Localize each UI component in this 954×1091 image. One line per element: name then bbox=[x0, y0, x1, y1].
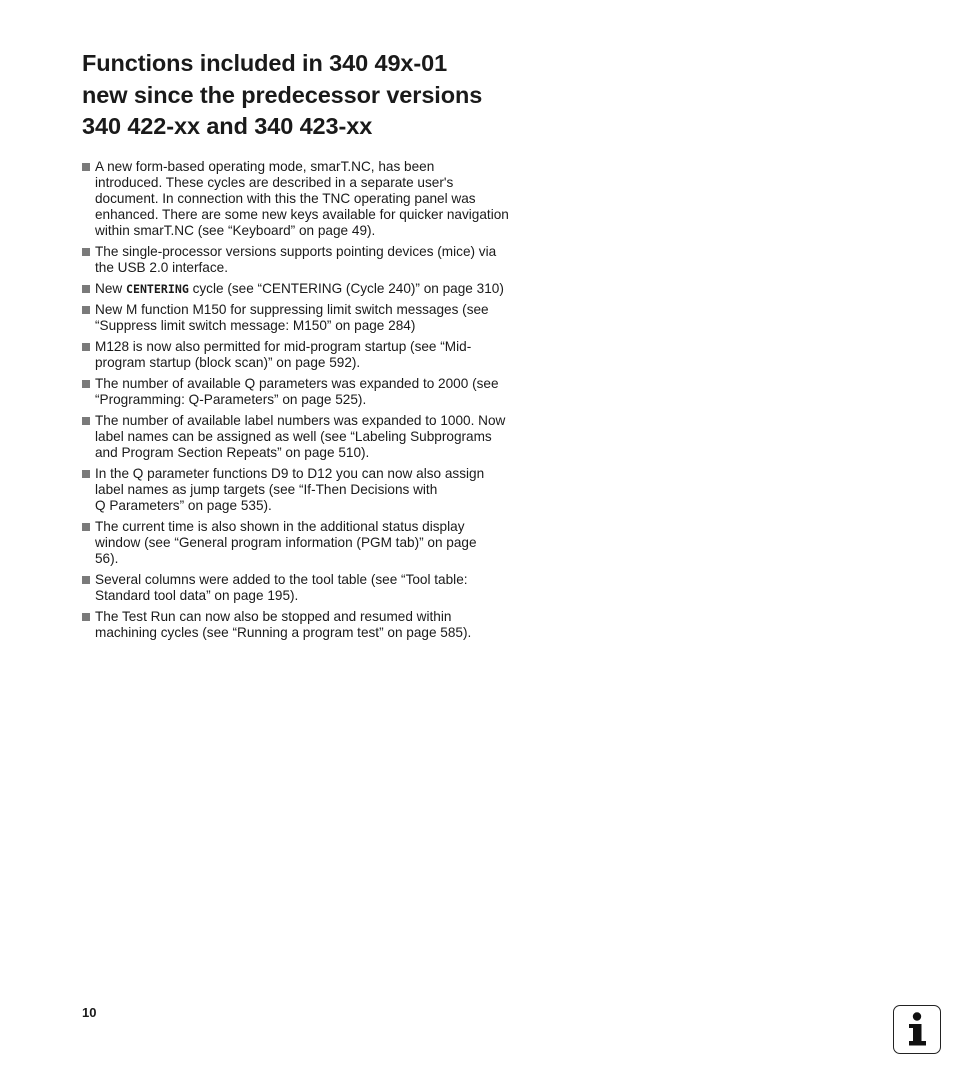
list-item-line: Q Parameters” on page 535). bbox=[95, 498, 272, 513]
page-title bbox=[82, 48, 562, 143]
list-item-line: The current time is also shown in the additional status display bbox=[95, 519, 465, 534]
list-item-line: The single-processor versions supports pointing devices (mice) via bbox=[95, 244, 497, 259]
list-item-line: A new form-based operating mode, smarT.NC, has been bbox=[95, 159, 435, 174]
page-number: 10 bbox=[82, 1005, 97, 1020]
square-bullet-icon bbox=[82, 576, 90, 584]
list-item-line: In the Q parameter functions D9 to D12 you can now also assign bbox=[95, 466, 485, 481]
square-bullet-icon bbox=[82, 523, 90, 531]
list-item bbox=[82, 519, 532, 567]
list-item-line: document. In connection with this the TNC operating panel was bbox=[95, 191, 476, 206]
list-item-line: program startup (block scan)” on page 592). bbox=[95, 355, 361, 370]
list-item-line: “Programming: Q-Parameters” on page 525). bbox=[95, 392, 367, 407]
list-item-line: The number of available Q parameters was expanded to 2000 (see bbox=[95, 376, 499, 391]
info-icon bbox=[893, 1005, 941, 1054]
list-item-line: machining cycles (see “Running a program test” on page 585). bbox=[95, 625, 472, 640]
feature-list bbox=[82, 159, 532, 646]
list-item-line: window (see “General program information (PGM tab)” on page bbox=[95, 535, 477, 550]
square-bullet-icon bbox=[82, 417, 90, 425]
list-item-line: and Program Section Repeats” on page 510). bbox=[95, 445, 370, 460]
list-item-line: M128 is now also permitted for mid-program startup (see “Mid- bbox=[95, 339, 472, 354]
square-bullet-icon bbox=[82, 285, 90, 293]
list-item bbox=[82, 244, 532, 276]
list-item-text: New bbox=[95, 281, 126, 296]
list-item-line: the USB 2.0 interface. bbox=[95, 260, 228, 275]
cycle-keyword: CENTERING bbox=[125, 282, 189, 296]
list-item-line: Standard tool data” on page 195). bbox=[95, 588, 299, 603]
list-item bbox=[82, 572, 532, 604]
list-item-line bbox=[95, 281, 532, 297]
list-item-line: label names can be assigned as well (see “Labeling Subprograms bbox=[95, 429, 492, 444]
page-title-line: new since the predecessor versions bbox=[82, 81, 483, 108]
square-bullet-icon bbox=[82, 470, 90, 478]
list-item-line: Several columns were added to the tool table (see “Tool table: bbox=[95, 572, 468, 587]
list-item-line: 56). bbox=[95, 551, 119, 566]
square-bullet-icon bbox=[82, 306, 90, 314]
list-item-line: The number of available label numbers was expanded to 1000. Now bbox=[95, 413, 506, 428]
list-item bbox=[82, 281, 532, 297]
list-item-line: label names as jump targets (see “If-Then Decisions with bbox=[95, 482, 438, 497]
list-item bbox=[82, 413, 532, 461]
square-bullet-icon bbox=[82, 163, 90, 171]
list-item-line: introduced. These cycles are described in a separate user's bbox=[95, 175, 454, 190]
list-item bbox=[82, 609, 532, 641]
list-item bbox=[82, 159, 532, 239]
list-item-text: cycle (see “CENTERING (Cycle 240)” on page 310) bbox=[188, 281, 504, 296]
list-item bbox=[82, 339, 532, 371]
page-title-line: 340 422-xx and 340 423-xx bbox=[82, 113, 373, 139]
list-item-line: “Suppress limit switch message: M150” on page 284) bbox=[95, 318, 416, 333]
list-item bbox=[82, 466, 532, 514]
square-bullet-icon bbox=[82, 343, 90, 351]
square-bullet-icon bbox=[82, 613, 90, 621]
square-bullet-icon bbox=[82, 380, 90, 388]
list-item-line: within smarT.NC (see “Keyboard” on page 49). bbox=[95, 223, 376, 238]
list-item bbox=[82, 376, 532, 408]
square-bullet-icon bbox=[82, 248, 90, 256]
list-item-line: The Test Run can now also be stopped and resumed within bbox=[95, 609, 452, 624]
list-item-line: New M function M150 for suppressing limit switch messages (see bbox=[95, 302, 489, 317]
list-item-line: enhanced. There are some new keys available for quicker navigation bbox=[95, 207, 509, 222]
page-title-line: Functions included in 340 49x-01 bbox=[82, 50, 448, 76]
list-item bbox=[82, 302, 532, 334]
